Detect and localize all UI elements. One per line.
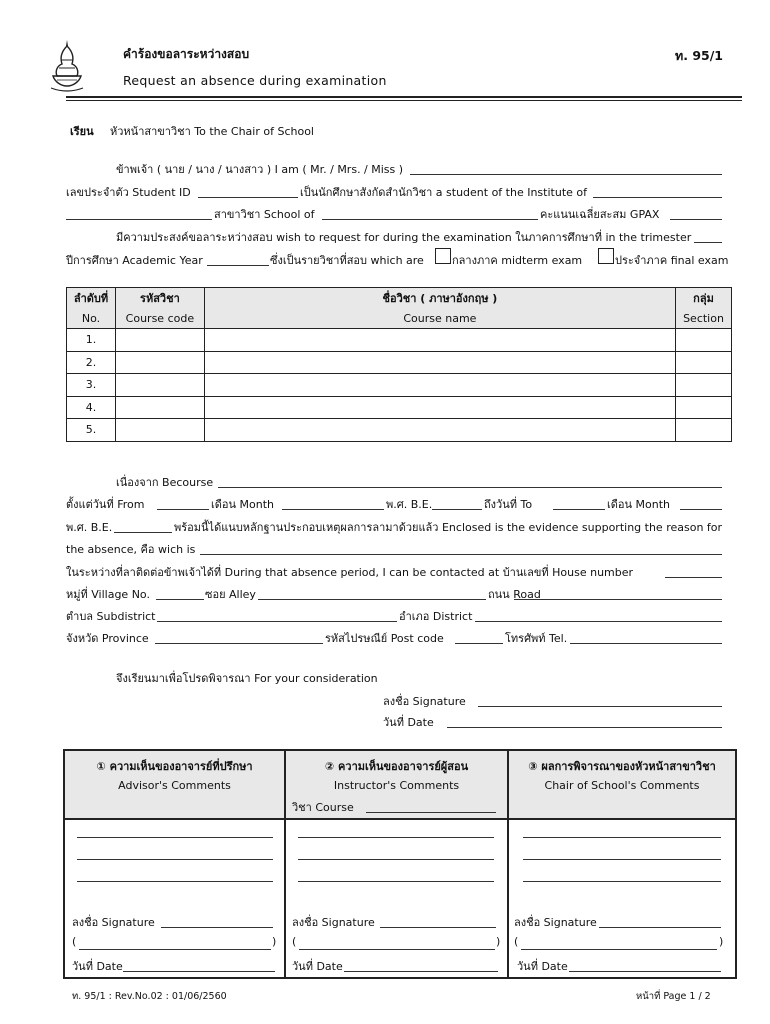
to-date-field[interactable]: [553, 509, 605, 510]
header-rule: [66, 96, 742, 98]
chair-date-field[interactable]: [569, 971, 721, 972]
from-month-label: เดือน Month: [211, 498, 275, 511]
consideration-text: จึงเรียนมาเพื่อโปรดพิจารณา For your consideration: [116, 672, 378, 685]
village-field[interactable]: [156, 599, 204, 600]
institute-field-continued[interactable]: [66, 219, 212, 220]
row-number: 3.: [67, 374, 116, 397]
to-date-label: ถึงวันที่ To: [484, 498, 533, 511]
tel-field[interactable]: [570, 643, 722, 644]
trimester-field[interactable]: [694, 242, 722, 243]
advisor-heading-en: Advisor's Comments: [118, 779, 231, 792]
advisor-comment-line[interactable]: [77, 837, 273, 838]
course-code-cell[interactable]: [115, 396, 204, 419]
instructor-name-field[interactable]: [299, 949, 495, 950]
gpax-label: คะแนนเฉลี่ยสะสม GPAX: [540, 208, 660, 221]
table-row: [67, 329, 732, 352]
course-name-cell[interactable]: [204, 419, 675, 442]
university-crest-icon: [47, 38, 87, 94]
to-month-label: เดือน Month: [607, 498, 671, 511]
district-label: อำเภอ District: [399, 610, 473, 623]
academic-year-label: ปีการศึกษา Academic Year: [66, 254, 203, 267]
advisor-name-paren-open: (: [72, 935, 77, 948]
course-code-cell[interactable]: [115, 329, 204, 352]
col-header-code: Course code: [115, 308, 204, 329]
evidence-label: the absence, คือ wich is: [66, 543, 196, 556]
reason-field[interactable]: [218, 487, 722, 488]
col-header-section: Section: [676, 308, 732, 329]
advisor-date-field[interactable]: [123, 971, 275, 972]
chair-signature-label: ลงชื่อ Signature: [514, 916, 597, 929]
name-label: ข้าพเจ้า ( นาย / นาง / นางสาว ) I am ( Mr. / Mrs. / Miss ): [116, 163, 404, 176]
province-field[interactable]: [155, 643, 323, 644]
course-table: [66, 287, 732, 442]
instructor-date-label: วันที่ Date: [292, 960, 343, 973]
advisor-comment-line[interactable]: [77, 859, 273, 860]
from-year-field[interactable]: [432, 509, 482, 510]
institute-label: เป็นนักศึกษาสังกัดสำนักวิชา a student of the Institute of: [300, 186, 587, 199]
table-header-row-thai: [67, 288, 732, 309]
row-number: 5.: [67, 419, 116, 442]
road-label: ถนน Road: [488, 588, 541, 601]
table-row: [67, 351, 732, 374]
course-name-cell[interactable]: [204, 329, 675, 352]
advisor-signature-label: ลงชื่อ Signature: [72, 916, 155, 929]
instructor-date-field[interactable]: [344, 971, 498, 972]
form-title-english: Request an absence during examination: [123, 73, 387, 88]
instructor-name-paren-close: ): [496, 935, 501, 948]
chair-comment-line[interactable]: [523, 859, 721, 860]
salutation-label: เรียน: [70, 125, 94, 138]
district-field[interactable]: [475, 621, 722, 622]
province-label: จังหวัด Province: [66, 632, 149, 645]
from-month-field[interactable]: [282, 509, 384, 510]
table-row: [67, 396, 732, 419]
form-title-thai: คำร้องขอลาระหว่างสอบ: [123, 47, 250, 61]
house-number-field[interactable]: [665, 577, 722, 578]
date-field[interactable]: [447, 727, 722, 728]
postcode-field[interactable]: [455, 643, 503, 644]
advisor-comment-line[interactable]: [77, 881, 273, 882]
alley-field[interactable]: [258, 599, 486, 600]
col-header-name: Course name: [204, 308, 675, 329]
to-year-label: พ.ศ. B.E.: [66, 521, 113, 534]
to-year-field[interactable]: [114, 532, 172, 533]
advisor-comments-box: [65, 751, 284, 977]
instructor-signature-label: ลงชื่อ Signature: [292, 916, 375, 929]
reason-label: เนื่องจาก Becourse: [116, 476, 214, 489]
instructor-comment-line[interactable]: [298, 837, 494, 838]
col-header-name-th: ชื่อวิชา ( ภาษาอังกฤษ ): [204, 288, 675, 309]
section-cell[interactable]: [676, 374, 732, 397]
table-header-row-english: [67, 308, 732, 329]
table-row: [67, 374, 732, 397]
col-header-no-th: ลำดับที่: [67, 288, 116, 309]
instructor-course-field[interactable]: [366, 812, 496, 813]
chair-comment-line[interactable]: [523, 837, 721, 838]
col-header-section-th: กลุ่ม: [676, 288, 732, 309]
subdistrict-field[interactable]: [157, 621, 397, 622]
evidence-statement: พร้อมนี้ได้แนบหลักฐานประกอบเหตุผลการลามาด้วยแล้ว Enclosed is the evidence supporting the reason for: [174, 521, 723, 534]
row-number: 2.: [67, 351, 116, 374]
instructor-signature-field[interactable]: [380, 927, 496, 928]
advisor-name-field[interactable]: [79, 949, 271, 950]
institute-field[interactable]: [593, 197, 722, 198]
form-number: ท. 95/1: [675, 48, 723, 63]
course-name-cell[interactable]: [204, 351, 675, 374]
section-cell[interactable]: [676, 351, 732, 374]
final-label: ประจำภาค final exam: [615, 254, 729, 267]
to-month-field[interactable]: [680, 509, 722, 510]
table-row: [67, 419, 732, 442]
instructor-heading-en: Instructor's Comments: [333, 779, 460, 792]
course-name-cell[interactable]: [204, 396, 675, 419]
page-number: หน้าที่ Page 1 / 2: [636, 991, 711, 1002]
chair-comments-box: [509, 751, 735, 977]
tel-label: โทรศัพท์ Tel.: [505, 632, 568, 645]
from-date-label: ตั้งแต่วันที่ From: [66, 498, 145, 511]
school-field[interactable]: [322, 219, 538, 220]
chair-comment-line[interactable]: [523, 881, 721, 882]
chair-signature-field[interactable]: [599, 927, 721, 928]
section-cell[interactable]: [676, 419, 732, 442]
final-checkbox[interactable]: [598, 248, 614, 264]
chair-date-label: วันที่ Date: [517, 960, 568, 973]
comments-section: [63, 749, 737, 979]
chair-heading-th: ③ ผลการพิจารณาของหัวหน้าสาขาวิชา: [528, 760, 716, 773]
row-number: 4.: [67, 396, 116, 419]
col-header-no: No.: [67, 308, 116, 329]
salutation-recipient: หัวหน้าสาขาวิชา To the Chair of School: [110, 125, 314, 138]
from-date-field[interactable]: [157, 509, 209, 510]
request-statement: มีความประสงค์ขอลาระหว่างสอบ wish to request for during the examination ในภาคการศึกษาที่ in the trimester: [116, 231, 692, 244]
revision-info: ท. 95/1 : Rev.No.02 : 01/06/2560: [72, 991, 227, 1002]
evidence-field[interactable]: [200, 554, 722, 555]
course-code-cell[interactable]: [115, 374, 204, 397]
name-field[interactable]: [410, 174, 722, 175]
signature-field[interactable]: [478, 706, 722, 707]
course-code-cell[interactable]: [115, 419, 204, 442]
road-field[interactable]: [514, 599, 722, 600]
student-id-field[interactable]: [198, 197, 298, 198]
chair-name-field[interactable]: [521, 949, 717, 950]
advisor-date-label: วันที่ Date: [72, 960, 123, 973]
section-cell[interactable]: [676, 329, 732, 352]
exam-type-label: ซึ่งเป็นรายวิชาที่สอบ which are: [270, 254, 424, 267]
col-header-code-th: รหัสวิชา: [115, 288, 204, 309]
date-label: วันที่ Date: [383, 716, 434, 729]
instructor-comment-line[interactable]: [298, 881, 494, 882]
instructor-comments-box: [286, 751, 507, 977]
advisor-heading-th: ① ความเห็นของอาจารย์ที่ปรึกษา: [96, 760, 253, 773]
student-id-label: เลขประจำตัว Student ID: [66, 186, 191, 199]
chair-heading-en: Chair of School's Comments: [544, 779, 700, 792]
course-name-cell[interactable]: [204, 374, 675, 397]
midterm-label: กลางภาค midterm exam: [452, 254, 583, 267]
advisor-name-paren-close: ): [272, 935, 277, 948]
alley-label: ซอย Alley: [205, 588, 256, 601]
gpax-field[interactable]: [670, 219, 722, 220]
chair-name-paren-open: (: [514, 935, 519, 948]
section-cell[interactable]: [676, 396, 732, 419]
course-code-cell[interactable]: [115, 351, 204, 374]
from-year-label: พ.ศ. B.E.: [386, 498, 433, 511]
advisor-signature-field[interactable]: [161, 927, 273, 928]
instructor-name-paren-open: (: [292, 935, 297, 948]
subdistrict-label: ตำบล Subdistrict: [66, 610, 156, 623]
chair-name-paren-close: ): [719, 935, 724, 948]
instructor-comment-line[interactable]: [298, 859, 494, 860]
instructor-heading-th: ② ความเห็นของอาจารย์ผู้สอน: [324, 760, 469, 773]
school-label: สาขาวิชา School of: [214, 208, 315, 221]
row-number: 1.: [67, 329, 116, 352]
header-rule-thin: [66, 100, 742, 101]
instructor-course-label: วิชา Course: [292, 801, 354, 814]
signature-label: ลงชื่อ Signature: [383, 695, 466, 708]
academic-year-field[interactable]: [207, 265, 269, 266]
postcode-label: รหัสไปรษณีย์ Post code: [325, 632, 444, 645]
midterm-checkbox[interactable]: [435, 248, 451, 264]
contact-label: ในระหว่างที่ลาติดต่อข้าพเจ้าได้ที่ During that absence period, I can be contacted at บ้านเลขที่ House number: [66, 566, 634, 579]
village-label: หมู่ที่ Village No.: [66, 588, 150, 601]
